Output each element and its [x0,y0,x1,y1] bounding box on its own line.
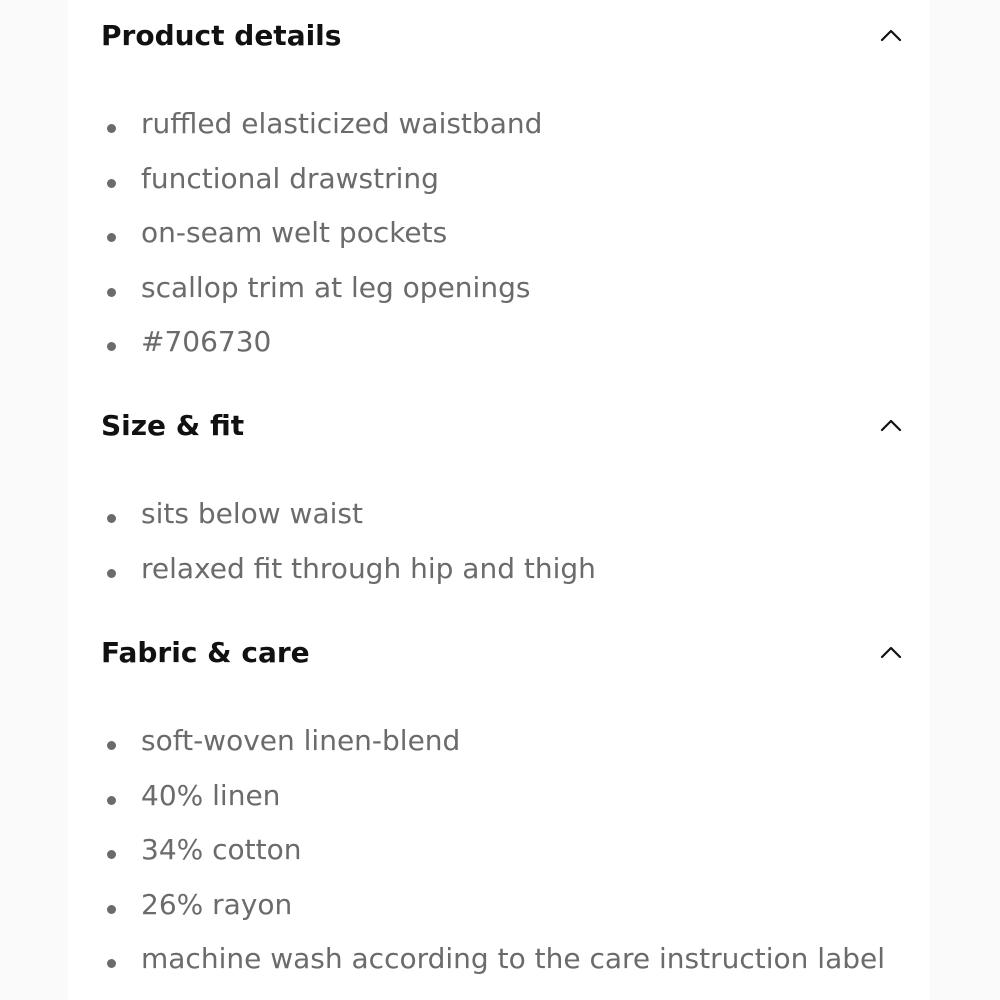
list-item-text: machine wash according to the care instruction label [141,942,886,975]
list-item-text: #706730 [141,325,272,358]
bullet [107,179,116,188]
accordion-header-size-fit[interactable] [68,390,930,442]
bullet [107,741,116,750]
list-item-text: on-seam welt pockets [141,216,448,249]
list-item-text: functional drawstring [141,161,439,195]
bullet [107,233,116,242]
chevron-up-icon[interactable] [879,645,903,659]
section-title: Product details [101,19,342,52]
accordion-section-product-details [68,0,930,358]
bullet [107,796,116,805]
list-item-text: 26% rayon [141,887,293,921]
list-item-text: 34% cotton [141,833,302,866]
section-title: Fabric & care [101,636,310,669]
section-title: Size & fit [101,409,245,442]
accordion-section-fabric-care [68,617,930,975]
list-item-text: ruffled elasticized waistband [141,107,543,140]
bullet [107,850,116,859]
bullet [107,905,116,914]
accordion-header-fabric-care[interactable] [68,617,930,669]
bullet [107,124,116,133]
chevron-up-icon[interactable] [879,28,903,42]
list-item-text: sits below waist [141,497,363,530]
chevron-up-icon[interactable] [879,418,903,432]
bullet [107,342,116,351]
list-item-text: soft-woven linen-blend [141,724,461,757]
list-item-text: 40% linen [141,778,281,812]
accordion-panel [68,0,930,1000]
accordion-header-product-details[interactable] [68,0,930,52]
bullet [107,569,116,578]
bullet [107,514,116,523]
list-item-text: scallop trim at leg openings [141,270,531,304]
list-item-text: relaxed fit through hip and thigh [141,551,596,585]
accordion-section-size-fit [68,390,930,585]
bullet [107,959,116,968]
bullet [107,288,116,297]
